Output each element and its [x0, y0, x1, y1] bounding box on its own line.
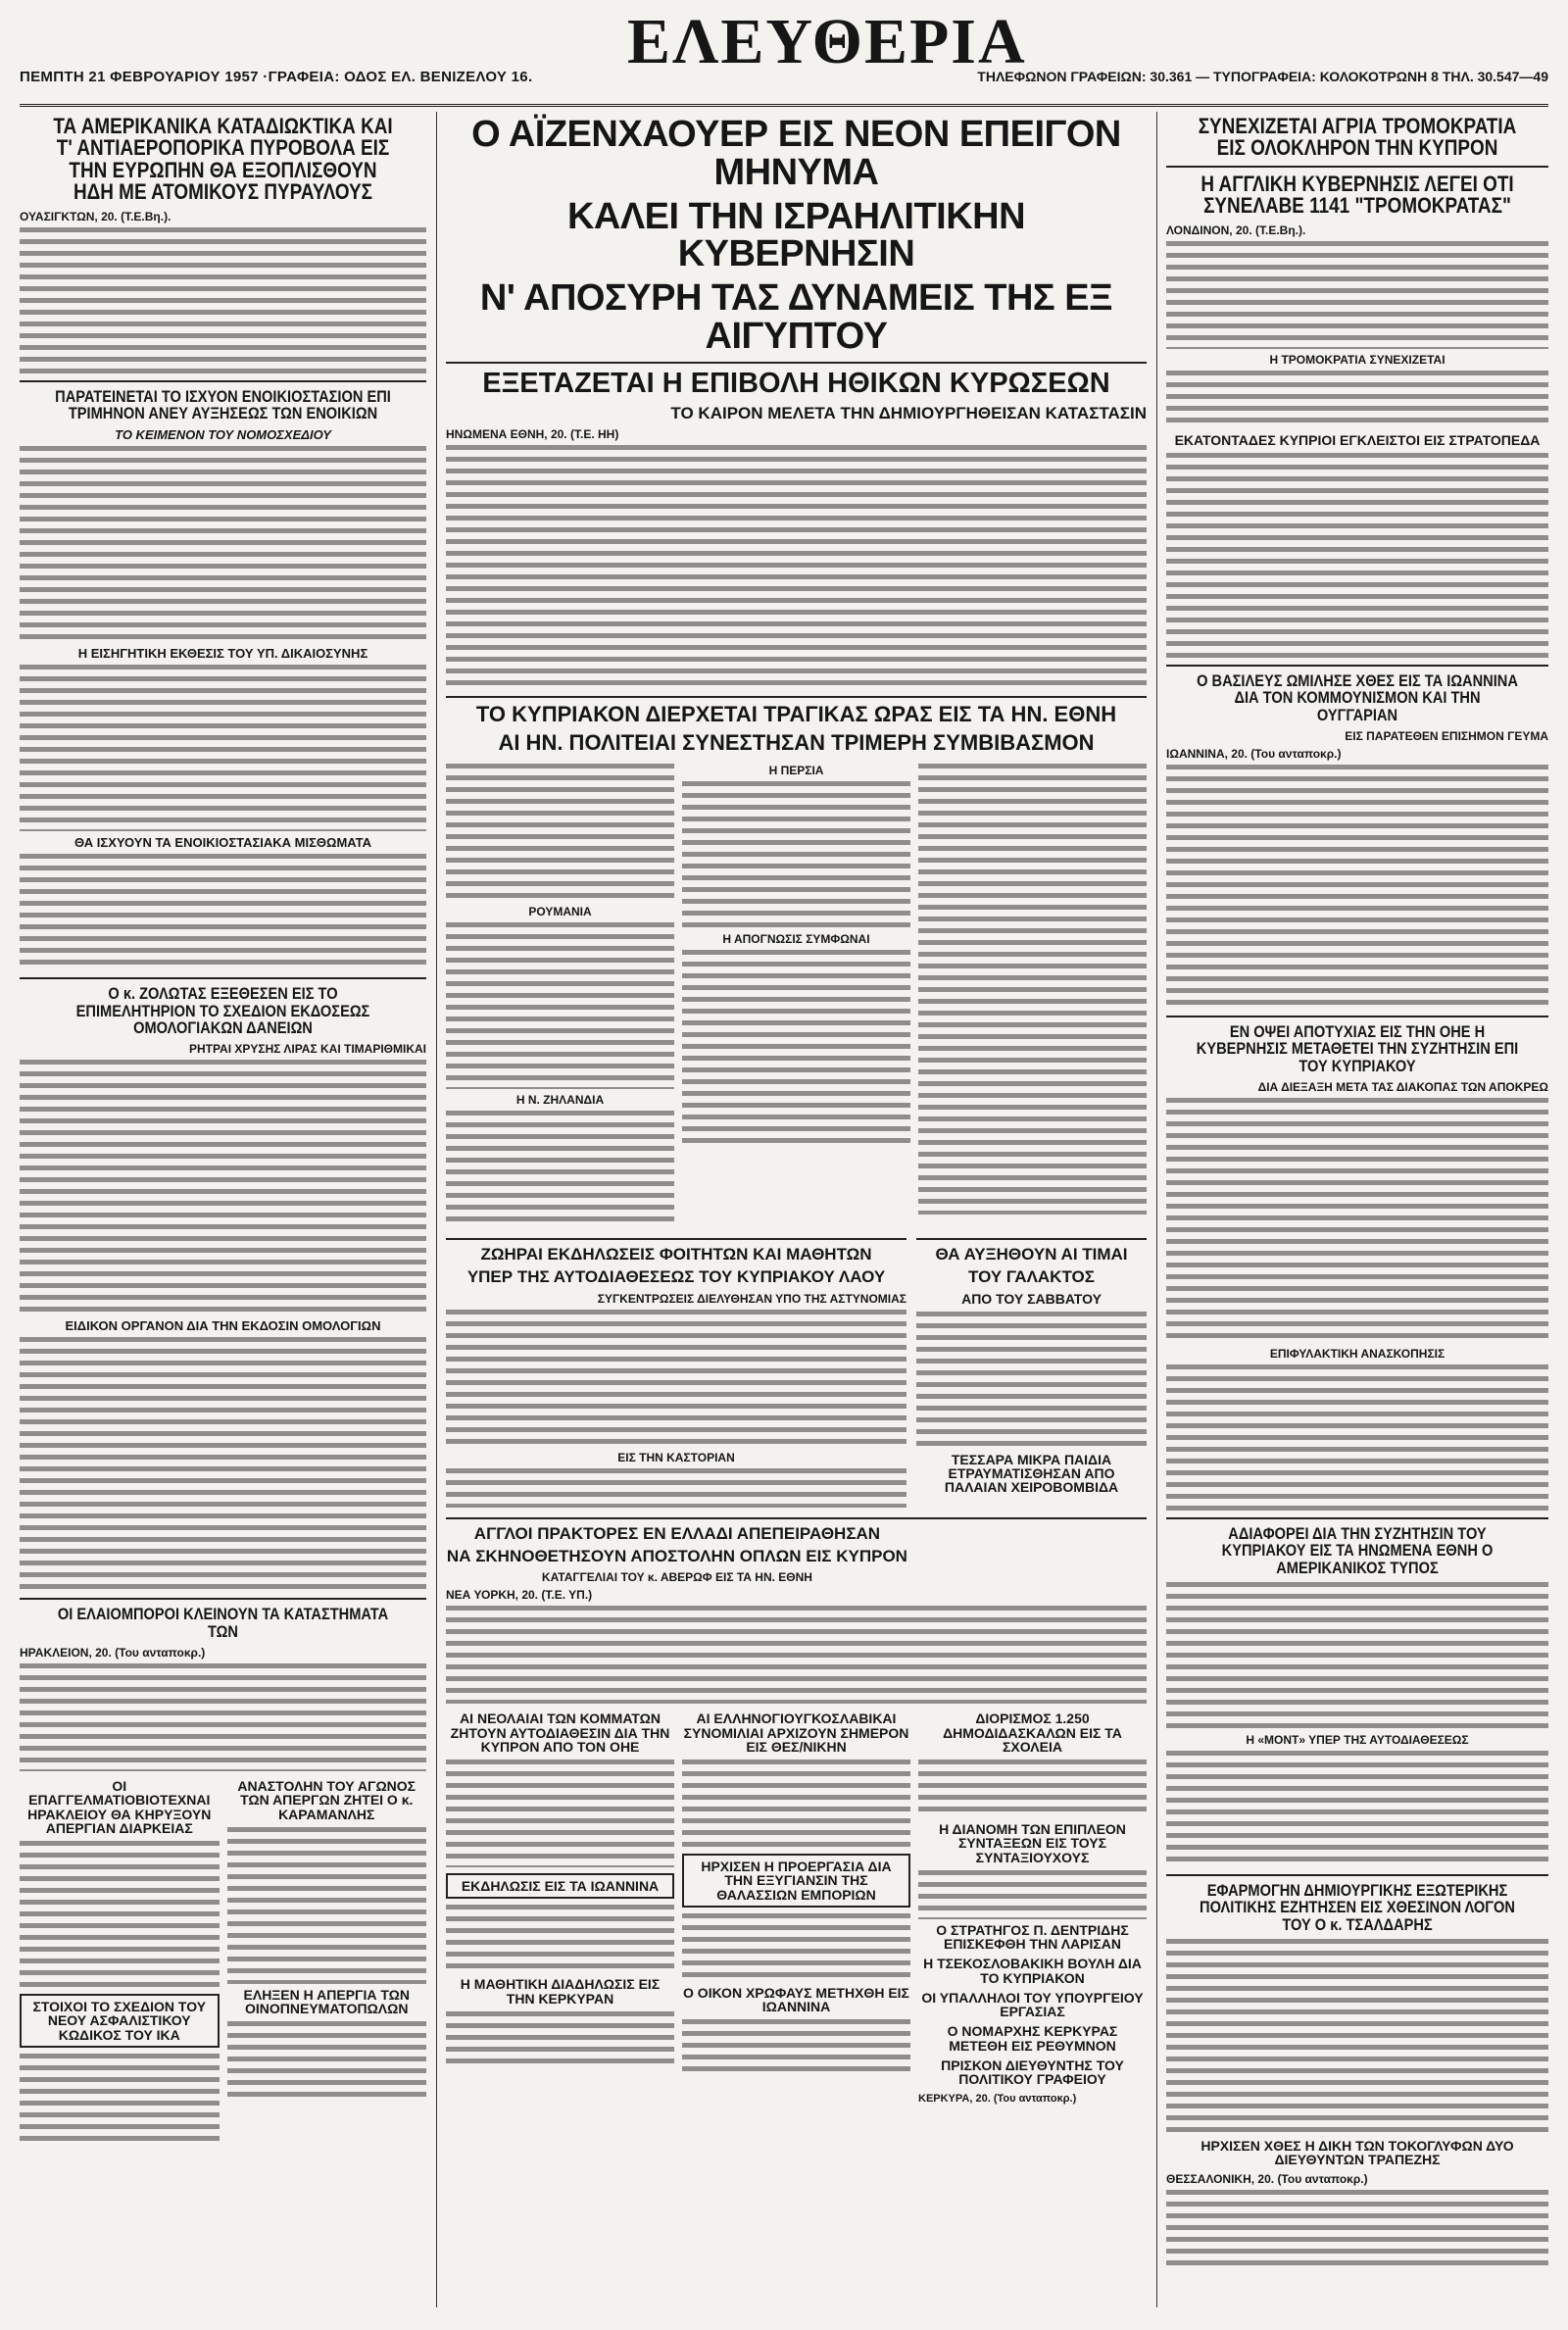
banner-line-1: Ο ΑΪΖΕΝΧΑΟΥΕΡ ΕΙΣ ΝΕΟΝ ΕΠΕΙΓΟΝ ΜΗΝΥΜΑ	[471, 114, 1121, 193]
headline-students-1: ΖΩΗΡΑΙ ΕΚΔΗΛΩΣΕΙΣ ΦΟΙΤΗΤΩΝ ΚΑΙ ΜΑΘΗΤΩΝ	[480, 1244, 872, 1264]
article-body	[918, 1870, 1147, 1919]
subhead: ΘΑ ΙΣΧΥΟΥΝ ΤΑ ΕΝΟΙΚΙΟΣΤΑΣΙΑΚΑ ΜΙΣΘΩΜΑΤΑ	[74, 835, 371, 851]
section-rule	[20, 977, 426, 979]
article-body	[20, 1663, 426, 1771]
subhead: Η ΑΠΟΓΝΩΣΙΣ ΣΥΜΦΩΝΑΙ	[722, 931, 870, 946]
headline-zolotas: Ο κ. ΖΟΛΩΤΑΣ ΕΞΕΘΕΣΕΝ ΕΙΣ ΤΟ ΕΠΙΜΕΛΗΤΗΡΙΟΝ ΤΟ ΣΧΕΔΙΟΝ ΕΚΔΟΣΕΩΣ ΟΜΟΛΟΓΙΑΚΩΝ ΔΑΝΕΙΩΝ	[75, 984, 370, 1038]
article-body	[682, 1913, 910, 1982]
headline-ika-code: ΣΤΟΙΧΟΙ ΤΟ ΣΧΕΔΙΟΝ ΤΟΥ ΝΕΟΥ ΑΣΦΑΛΙΣΤΙΚΟΥ ΚΩΔΙΚΟΣ ΤΟΥ ΙΚΑ	[20, 1994, 220, 2048]
subhead: ΚΑΤΑΓΓΕΛΙΑΙ ΤΟΥ κ. ΑΒΕΡΩΦ ΕΙΣ ΤΑ ΗΝ. ΕΘΝΗ	[541, 1570, 812, 1585]
section-rule	[446, 1238, 906, 1240]
headline-un-postpone: ΕΝ ΟΨΕΙ ΑΠΟΤΥΧΙΑΣ ΕΙΣ ΤΗΝ ΟΗΕ Η ΚΥΒΕΡΝΗΣΙΣ ΜΕΤΑΘΕΤΕΙ ΤΗΝ ΣΥΖΗΤΗΣΙΝ ΕΠΙ ΤΟΥ ΚΥΠΡΙΑΚΟΥ	[1196, 1022, 1519, 1075]
subhead: ΕΙΔΙΚΟΝ ΟΡΓΑΝΟΝ ΔΙΑ ΤΗΝ ΕΚΔΟΣΙΝ ΟΜΟΛΟΓΙΩΝ	[65, 1318, 381, 1334]
headline-karamanlis-strike: ΑΝΑΣΤΟΛΗΝ ΤΟΥ ΑΓΩΝΟΣ ΤΩΝ ΑΠΕΡΓΩΝ ΖΗΤΕΙ Ο κ. ΚΑΡΑΜΑΝΛΗΣ	[237, 1778, 416, 1822]
article-body	[1166, 2190, 1548, 2268]
article-body	[1166, 371, 1548, 429]
article-body	[227, 2021, 427, 2100]
headline-ioannina: ΕΚΔΗΛΩΣΙΣ ΕΙΣ ΤΑ ΙΩΑΝΝΙΝΑ	[446, 1873, 674, 1899]
article-body	[446, 1468, 906, 1508]
dateline: ΗΡΑΚΛΕΙΟΝ, 20. (Του ανταποκρ.)	[20, 1646, 206, 1661]
article-body	[446, 1111, 674, 1228]
column-rule	[436, 112, 437, 2307]
article-body	[446, 922, 674, 1089]
dateline: ΛΟΝΔΙΝΟΝ, 20. (Τ.Ε.Βη.).	[1166, 223, 1306, 237]
section-rule	[1166, 166, 1548, 168]
article-body	[446, 1606, 1147, 1704]
article-body	[682, 2019, 910, 2078]
article-body	[20, 1841, 220, 1988]
article-body	[1166, 1582, 1548, 1729]
subhead: ΣΥΓΚΕΝΤΡΩΣΕΙΣ ΔΙΕΛΥΘΗΣΑΝ ΥΠΟ ΤΗΣ ΑΣΤΥΝΟΜΙΑΣ	[597, 1291, 906, 1306]
article-body	[446, 1760, 674, 1867]
headline-usury-trial: ΗΡΧΙΣΕΝ ΧΘΕΣ Η ΔΙΚΗ ΤΩΝ ΤΟΚΟΓΛΥΦΩΝ ΔΥΟ ΔΙΕΥΘΥΝΤΩΝ ΤΡΑΠΕΖΗΣ	[1200, 2137, 1514, 2168]
headline-labour-staff: ΟΙ ΥΠΑΛΛΗΛΟΙ ΤΟΥ ΥΠΟΥΡΓΕΙΟΥ ΕΡΓΑΣΙΑΣ	[921, 1989, 1144, 2020]
headline-grenade: ΤΕΣΣΑΡΑ ΜΙΚΡΑ ΠΑΙΔΙΑ ΕΤΡΑΥΜΑΤΙΣΘΗΣΑΝ ΑΠΟ ΠΑΛΑΙΑΝ ΧΕΙΡΟΒΟΜΒΙΔΑ	[944, 1451, 1119, 1496]
banner-line-3: Ν' ΑΠΟΣΥΡΗ ΤΑΣ ΔΥΝΑΜΕΙΣ ΤΗΣ ΕΞ ΑΙΓΥΠΤΟΥ	[479, 277, 1113, 357]
article-body	[682, 1760, 910, 1848]
left-column	[20, 112, 426, 2307]
article-body	[20, 446, 426, 642]
subhead: ΡΟΥΜΑΝΙΑ	[528, 904, 592, 918]
banner-line-2: ΚΑΛΕΙ ΤΗΝ ΙΣΡΑΗΛΙΤΙΚΗΝ ΚΥΒΕΡΝΗΣΙΝ	[566, 195, 1026, 275]
article-body	[1166, 765, 1548, 1010]
headline-shipping: ΗΡΧΙΣΕΝ Η ΠΡΟΕΡΓΑΣΙΑ ΔΙΑ ΤΗΝ ΕΞΥΓΙΑΝΣΙΝ ΤΗΣ ΘΑΛΑΣΣΙΩΝ ΕΜΠΟΡΙΩΝ	[682, 1854, 910, 1908]
article-body	[446, 445, 1147, 690]
article-body	[20, 2054, 220, 2142]
headline-corfu-march: Η ΜΑΘΗΤΙΚΗ ΔΙΑΔΗΛΩΣΙΣ ΕΙΣ ΤΗΝ ΚΕΡΚΥΡΑΝ	[460, 1976, 661, 2007]
headline-heraklion-strike: ΟΙ ΕΠΑΓΓΕΛΜΑΤΙΟΒΙΟΤΕΧΝΑΙ ΗΡΑΚΛΕΙΟΥ ΘΑ ΚΗΡΥΞΟΥΝ ΑΠΕΡΓΙΑΝ ΔΙΑΡΚΕΙΑΣ	[27, 1778, 212, 1836]
headline-king: Ο ΒΑΣΙΛΕΥΣ ΩΜΙΛΗΣΕ ΧΘΕΣ ΕΙΣ ΤΑ ΙΩΑΝΝΙΝΑ ΔΙΑ ΤΟΝ ΚΟΜΜΟΥΝΙΣΜΟΝ ΚΑΙ ΤΗΝ ΟΥΓΓΑΡΙΑΝ	[1197, 671, 1518, 724]
subhead: ΤΟ ΚΕΙΜΕΝΟΝ ΤΟΥ ΝΟΜΟΣΧΕΔΙΟΥ	[115, 427, 331, 443]
article-body	[918, 1760, 1147, 1818]
section-rule	[1166, 1517, 1548, 1519]
dateline: ΙΩΑΝΝΙΝΑ, 20. (Του ανταποκρ.)	[1166, 747, 1342, 761]
article-body	[1166, 1098, 1548, 1343]
headline-terror: ΣΥΝΕΧΙΖΕΤΑΙ ΑΓΡΙΑ ΤΡΟΜΟΚΡΑΤΙΑ ΕΙΣ ΟΛΟΚΛΗΡΟΝ ΤΗΝ ΚΥΠΡΟΝ	[1198, 114, 1517, 161]
issue-dateline: ΠΕΜΠΤΗ 21 ΦΕΒΡΟΥΑΡΙΟΥ 1957 ·ΓΡΑΦΕΙΑ: ΟΔΟΣ ΕΛ. ΒΕΝΙΖΕΛΟΥ 16.	[20, 69, 533, 85]
article-body	[20, 1337, 426, 1592]
headline-youth: ΑΙ ΝΕΟΛΑΙΑΙ ΤΩΝ ΚΟΜΜΑΤΩΝ ΖΗΤΟΥΝ ΑΥΤΟΔΙΑΘΕΣΙΝ ΔΙΑ ΤΗΝ ΚΥΠΡΟΝ ΑΠΟ ΤΟΝ ΟΗΕ	[450, 1710, 670, 1755]
section-rule	[1166, 1874, 1548, 1876]
right-column	[1166, 112, 1548, 2307]
headline-greek-yugoslav: ΑΙ ΕΛΛΗΝΟΓΙΟΥΓΚΟΣΛΑΒΙΚΑΙ ΣΥΝΟΜΙΛΙΑΙ ΑΡΧΙΖΟΥΝ ΣΗΜΕΡΟΝ ΕΙΣ ΘΕΣ/ΝΙΚΗΝ	[683, 1710, 909, 1755]
article-body	[446, 1905, 674, 1973]
article-body	[1166, 241, 1548, 349]
headline-us-press: ΑΔΙΑΦΟΡΕΙ ΔΙΑ ΤΗΝ ΣΥΖΗΤΗΣΙΝ ΤΟΥ ΚΥΠΡΙΑΚΟΥ ΕΙΣ ΤΑ ΗΝΩΜΕΝΑ ΕΘΝΗ Ο ΑΜΕΡΙΚΑΝΙΚΟΣ ΤΥΠΟΣ	[1221, 1523, 1494, 1577]
subhead: ΡΗΤΡΑΙ ΧΡΥΣΗΣ ΛΙΡΑΣ ΚΑΙ ΤΙΜΑΡΙΘΜΙΚΑΙ	[188, 1042, 426, 1057]
headline-czech: Η ΤΣΕΚΟΣΛΟΒΑΚΙΚΗ ΒΟΥΛΗ ΔΙΑ ΤΟ ΚΥΠΡΙΑΚΟΝ	[923, 1956, 1142, 1986]
headline-milk-1: ΘΑ ΑΥΞΗΘΟΥΝ ΑΙ ΤΙΜΑΙ	[935, 1244, 1128, 1264]
article-body	[20, 1060, 426, 1314]
column-rule	[1156, 112, 1157, 2307]
headline-pensions: Η ΔΙΑΝΟΜΗ ΤΩΝ ΕΠΙΠΛΕΟΝ ΣΥΝΤΑΞΕΩΝ ΕΙΣ ΤΟΥΣ ΣΥΝΤΑΞΙΟΥΧΟΥΣ	[939, 1821, 1126, 1865]
subhead: Η «ΜΟΝΤ» ΥΠΕΡ ΤΗΣ ΑΥΤΟΔΙΑΘΕΣΕΩΣ	[1246, 1732, 1469, 1747]
subhead: Η Ν. ΖΗΛΑΝΔΙΑ	[515, 1092, 605, 1107]
section-rule	[20, 380, 426, 382]
section-rule	[1166, 665, 1548, 667]
article-body	[20, 227, 426, 374]
dateline: ΟΥΑΣΙΓΚΤΩΝ, 20. (Τ.Ε.Βη.).	[20, 209, 172, 223]
headline-agents-1: ΑΓΓΛΟΙ ΠΡΑΚΤΟΡΕΣ ΕΝ ΕΛΛΑΔΙ ΑΠΕΠΕΙΡΑΘΗΣΑΝ	[473, 1523, 881, 1543]
headline-milk-3: ΑΠΟ ΤΟΥ ΣΑΒΒΑΤΟΥ	[961, 1290, 1102, 1307]
section-rule	[20, 1598, 426, 1600]
article-body	[1166, 1939, 1548, 2135]
newspaper-page	[20, 6, 1548, 2317]
section-rule	[1166, 1016, 1548, 1017]
headline-oil-merchants: ΟΙ ΕΛΑΙΟΜΠΟΡΟΙ ΚΛΕΙΝΟΥΝ ΤΑ ΚΑΤΑΣΤΗΜΑΤΑ ΤΩΝ	[57, 1605, 389, 1641]
deck: ΤΟ ΚΑΙΡΟΝ ΜΕΛΕΤΑ ΤΗΝ ΔΗΜΙΟΥΡΓΗΘΕΙΣΑΝ ΚΑΤΑΣΤΑΣΙΝ	[670, 404, 1147, 423]
two-col-block	[20, 1775, 426, 2146]
article-body	[446, 1310, 906, 1447]
section-rule	[916, 1238, 1147, 1240]
article-body	[446, 2011, 674, 2070]
mid-row	[446, 1232, 1147, 1512]
headline-cyprus-tragic: ΤΟ ΚΥΠΡΙΑΚΟΝ ΔΙΕΡΧΕΤΑΙ ΤΡΑΓΙΚΑΣ ΩΡΑΣ ΕΙΣ ΤΑ ΗΝ. ΕΘΝΗ	[475, 702, 1117, 727]
article-body	[446, 764, 674, 901]
headline-strike-ended: ΕΛΗΞΕΝ Η ΑΠΕΡΓΙΑ ΤΩΝ ΟΙΝΟΠΝΕΥΜΑΤΟΠΩΛΩΝ	[243, 1986, 410, 2017]
subhead: Η ΕΙΣΗΓΗΤΙΚΗ ΕΚΘΕΣΙΣ ΤΟΥ ΥΠ. ΔΙΚΑΙΟΣΥΝΗΣ	[77, 646, 368, 662]
contact-info: ΤΗΛΕΦΩΝΟΝ ΓΡΑΦΕΙΩΝ: 30.361 — ΤΥΠΟΓΡΑΦΕΙΑ: ΚΟΛΟΚΟΤΡΩΝΗ 8 ΤΗΛ. 30.547—49	[977, 69, 1548, 84]
section-rule	[446, 1517, 1147, 1519]
headline-chrofa: Ο ΟΙΚΟΝ ΧΡΩΦΑΥΣ ΜΕΤΗΧΘΗ ΕΙΣ ΙΩΑΝΝΙΝΑ	[683, 1984, 909, 2015]
headline-fighters-rockets: ΤΑ ΑΜΕΡΙΚΑΝΙΚΑ ΚΑΤΑΔΙΩΚΤΙΚΑ ΚΑΙ Τ' ΑΝΤΙΑΕΡΟΠΟΡΙΚΑ ΠΥΡΟΒΟΛΑ ΕΙΣ ΤΗΝ ΕΥΡΩΠΗΝ ΘΑ ΕΞΟΠΛΙΣΘΟΥΝ ΗΔΗ ΜΕ ΑΤΟΜΙΚΟΥΣ ΠΥΡΑΥΛΟΥΣ	[53, 114, 393, 205]
subhead: ΔΙΑ ΔΙΕΞΑΞΗ ΜΕΤΑ ΤΑΣ ΔΙΑΚΟΠΑΣ ΤΩΝ ΑΠΟΚΡΕΩ	[1257, 1079, 1548, 1094]
subhead: ΕΙΣ ΤΗΝ ΚΑΣΤΟΡΙΑΝ	[617, 1450, 735, 1464]
section-rule	[446, 362, 1147, 364]
banner-line-4: ΕΞΕΤΑΖΕΤΑΙ Η ΕΠΙΒΟΛΗ ΗΘΙΚΩΝ ΚΥΡΩΣΕΩΝ	[482, 367, 1110, 399]
section-rule	[446, 696, 1147, 698]
article-body	[227, 1827, 427, 1984]
masthead	[20, 6, 1548, 107]
headline-agents-2: ΝΑ ΣΚΗΝΟΘΕΤΗΣΟΥΝ ΑΠΟΣΤΟΛΗΝ ΟΠΛΩΝ ΕΙΣ ΚΥΠΡΟΝ	[446, 1546, 907, 1565]
article-body	[682, 781, 910, 928]
headline-rent-control: ΠΑΡΑΤΕΙΝΕΤΑΙ ΤΟ ΙΣΧΥΟΝ ΕΝΟΙΚΙΟΣΤΑΣΙΟΝ ΕΠΙ ΤΡΙΜΗΝΟΝ ΑΝΕΥ ΑΥΞΗΣΕΩΣ ΤΩΝ ΕΝΟΙΚΙΩΝ	[55, 386, 391, 423]
headline-milk-2: ΤΟΥ ΓΑΛΑΚΤΟΣ	[968, 1267, 1095, 1287]
headline-director: ΠΡΙΣΚΟΝ ΔΙΕΥΘΥΝΤΗΣ ΤΟΥ ΠΟΛΙΤΙΚΟΥ ΓΡΑΦΕΙΟΥ	[941, 2057, 1124, 2088]
subhead: Η ΤΡΟΜΟΚΡΑΤΙΑ ΣΥΝΕΧΙΖΕΤΑΙ	[1269, 352, 1446, 367]
article-body	[682, 950, 910, 1146]
headline-tsaldaris: ΕΦΑΡΜΟΓΗΝ ΔΗΜΙΟΥΡΓΙΚΗΣ ΕΞΩΤΕΡΙΚΗΣ ΠΟΛΙΤΙΚΗΣ ΕΖΗΤΗΣΕΝ ΕΙΣ ΧΘΕΣΙΝΟΝ ΛΟΓΟΝ ΤΟΥ Ο κ. ΤΣΑΛΔΑΡΗΣ	[1200, 1880, 1515, 1934]
dateline: ΗΝΩΜΕΝΑ ΕΘΝΗ, 20. (Τ.Ε. ΗΗ)	[446, 427, 619, 442]
headline-us-compromise: ΑΙ ΗΝ. ΠΟΛΙΤΕΙΑΙ ΣΥΝΕΣΤΗΣΑΝ ΤΡΙΜΕΡΗ ΣΥΜΒΙΒΑΣΜΟΝ	[498, 729, 1095, 755]
dateline: ΚΕΡΚΥΡΑ, 20. (Του ανταποκρ.)	[918, 2092, 1077, 2105]
article-body	[1166, 453, 1548, 659]
subhead: ΕΙΣ ΠΑΡΑΤΕΘΕΝ ΕΠΙΣΗΜΟΝ ΓΕΥΜΑ	[1345, 729, 1548, 743]
headline-teachers: ΔΙΟΡΙΣΜΟΣ 1.250 ΔΗΜΟΔΙΔΑΣΚΑΛΩΝ ΕΙΣ ΤΑ ΣΧΟΛΕΙΑ	[943, 1710, 1122, 1755]
headline-prefect: Ο ΝΟΜΑΡΧΗΣ ΚΕΡΚΥΡΑΣ ΜΕΤΕΘΗ ΕΙΣ ΡΕΘΥΜΝΟΝ	[947, 2023, 1118, 2054]
article-body	[20, 665, 426, 831]
article-body	[1166, 1364, 1548, 1512]
subhead: Η ΠΕΡΣΙΑ	[768, 763, 824, 777]
article-body	[916, 1312, 1147, 1449]
headline-students-2: ΥΠΕΡ ΤΗΣ ΑΥΤΟΔΙΑΘΕΣΕΩΣ ΤΟΥ ΚΥΠΡΙΑΚΟΥ ΛΑΟΥ	[466, 1267, 886, 1287]
subhead: ΕΠΙΦΥΛΑΚΤΙΚΗ ΑΝΑΣΚΟΠΗΣΙΣ	[1269, 1346, 1446, 1361]
article-body	[1166, 1751, 1548, 1868]
headline-arrests: Η ΑΓΓΛΙΚΗ ΚΥΒΕΡΝΗΣΙΣ ΛΕΓΕΙ ΟΤΙ ΣΥΝΕΛΑΒΕ 1141 "ΤΡΟΜΟΚΡΑΤΑΣ"	[1200, 171, 1514, 219]
article-body	[918, 764, 1147, 1215]
headline-dentridis: Ο ΣΤΡΑΤΗΓΟΣ Π. ΔΕΝΤΡΙΔΗΣ ΕΠΙΣΚΕΦΘΗ ΤΗΝ ΛΑΡΙΣΑΝ	[936, 1921, 1129, 1953]
headline-camps: ΕΚΑΤΟΝΤΑΔΕΣ ΚΥΠΡΙΟΙ ΕΓΚΛΕΙΣΤΟΙ ΕΙΣ ΣΤΡΑΤΟΠΕΔΑ	[1174, 431, 1541, 448]
newspaper-title: ΕΛΕΥΘΕΡΙΑ	[627, 6, 1027, 77]
center-column	[446, 112, 1147, 2307]
article-body	[20, 854, 426, 971]
cyprus-columns	[446, 760, 1147, 1232]
dateline: ΝΕΑ ΥΟΡΚΗ, 20. (Τ.Ε. ΥΠ.)	[446, 1588, 593, 1603]
lower-grid	[446, 1708, 1147, 2107]
dateline: ΘΕΣΣΑΛΟΝΙΚΗ, 20. (Του ανταποκρ.)	[1166, 2172, 1368, 2187]
